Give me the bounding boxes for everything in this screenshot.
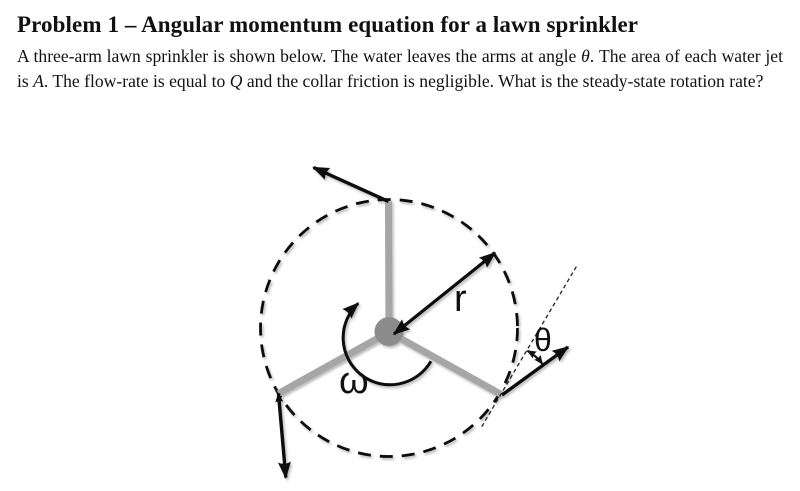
jet-arrow-lower-left [279,394,286,478]
sprinkler-arm-lower-left [279,332,390,394]
statement-text-4: and the collar friction is negligible. What is the steady-state rotation rate? [242,70,764,91]
tangent-reference-line [482,266,577,427]
label-theta: θ [534,322,552,358]
statement-text-1: A three-arm lawn sprinkler is shown below. The water leaves the arms at angle [17,46,582,66]
label-radius: r [454,278,467,320]
label-omega: ω [339,360,369,402]
sprinkler-arm-lower-right [389,332,502,395]
jet-arrow-top [314,168,389,202]
math-symbol-theta: θ [581,46,590,66]
problem-title: Problem 1 – Angular momentum equation for a lawn sprinkler [17,12,639,37]
math-symbol-flowrate: Q [229,70,243,91]
radius-arrow [394,253,495,334]
sprinkler-arm-top [389,202,390,333]
statement-text-2: . The area of each water jet is [17,46,783,91]
statement-text-3: . The flow-rate is equal to [43,70,230,91]
math-symbol-area: A [33,70,44,91]
